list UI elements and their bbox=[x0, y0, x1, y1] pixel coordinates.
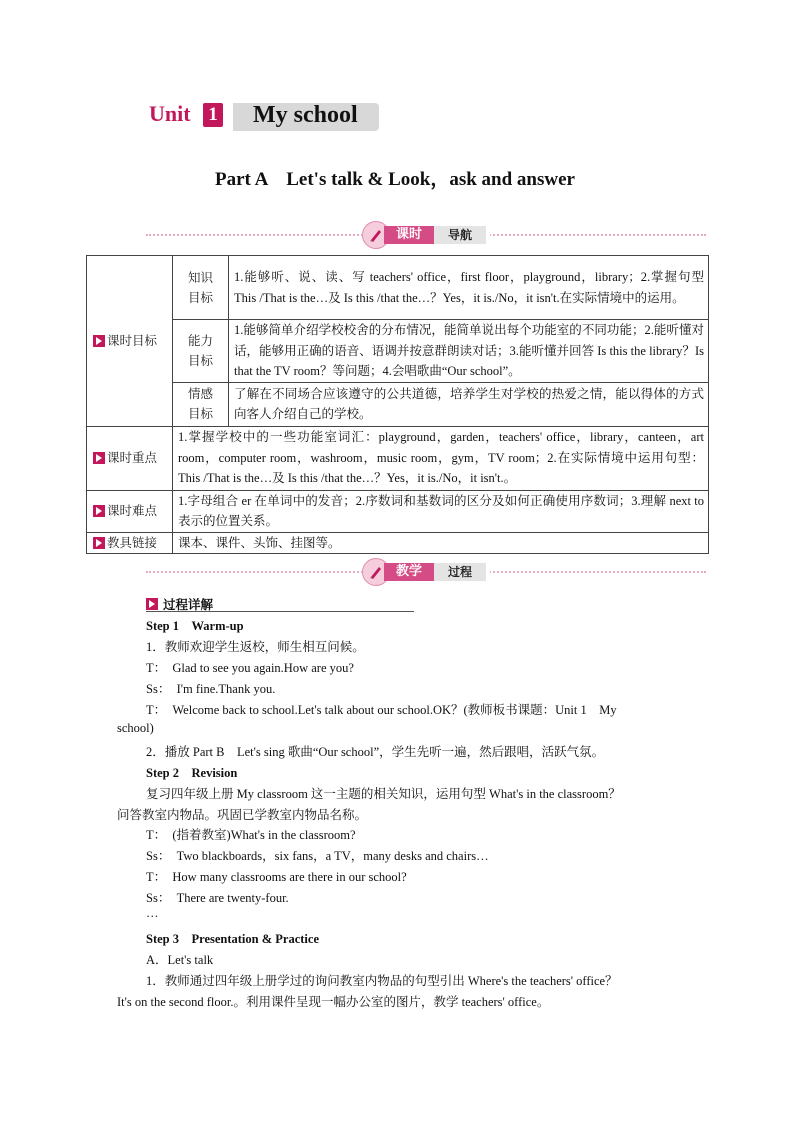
tools-header-cell: 教具链接 bbox=[87, 532, 173, 554]
text-line: 问答教室内物品。巩固已学教室内物品名称。 bbox=[117, 808, 368, 822]
dialogue-line: Ss： Two blackboards，six fans，a TV，many desks and chairs… bbox=[146, 849, 489, 863]
text-line: It's on the second floor.。利用课件呈现一幅办公室的图片，教学 teachers' office。 bbox=[117, 995, 550, 1009]
step-heading: Step 2 Revision bbox=[146, 766, 238, 780]
objectives-table bbox=[86, 255, 709, 554]
divider-grey-label: 过程 bbox=[434, 563, 486, 581]
dialogue-line: T： How many classrooms are there in our school? bbox=[146, 870, 407, 884]
goal-header-cell: 课时目标 bbox=[87, 256, 173, 427]
divider-pink-label: 教学 bbox=[384, 563, 434, 581]
unit-banner bbox=[147, 101, 379, 131]
emotion-text: 了解在不同场合应该遵守的公共道德，培养学生对学校的热爱之情，能以得体的方式向客人介绍自己的学校。 bbox=[229, 382, 709, 426]
text-line: 2．播放 Part B Let's sing 歌曲“Our school”，学生先听一遍，然后跟唱，活跃气氛。 bbox=[146, 745, 605, 759]
arrow-icon bbox=[93, 335, 105, 347]
difficult-text: 1.字母组合 er 在单词中的发音；2.序数词和基数词的区分及如何正确使用序数词；3.理解 next to 表示的位置关系。 bbox=[173, 490, 709, 532]
arrow-icon bbox=[93, 537, 105, 549]
knowledge-label: 知识 目标 bbox=[173, 256, 229, 320]
arrow-icon bbox=[93, 452, 105, 464]
dialogue-line: T： (指着教室)What's in the classroom? bbox=[146, 828, 356, 842]
arrow-icon bbox=[93, 505, 105, 517]
tools-text: 课本、课件、头饰、挂图等。 bbox=[173, 532, 709, 554]
emotion-label: 情感 目标 bbox=[173, 382, 229, 426]
unit-number: 1 bbox=[203, 103, 223, 127]
step-heading: Step 3 Presentation & Practice bbox=[146, 932, 319, 946]
text-line: school) bbox=[117, 721, 154, 735]
divider-pink-label: 课时 bbox=[384, 226, 434, 244]
key-header-cell: 课时重点 bbox=[87, 426, 173, 490]
divider-grey-label: 导航 bbox=[434, 226, 486, 244]
dialogue-line: T： Glad to see you again.How are you? bbox=[146, 661, 354, 675]
difficult-header-cell: 课时难点 bbox=[87, 490, 173, 532]
dialogue-line: Ss： There are twenty-four. bbox=[146, 891, 289, 905]
section-divider-navigation bbox=[146, 224, 706, 246]
key-text: 1.掌握学校中的一些功能室词汇：playground，garden，teachers' office，library，canteen，art room，computer room，washroom，music room，gym，TV room；2.在实际情境中运用句型：This /That is the…及 Is this /that the…？Yes，it is./No，it isn't.。 bbox=[173, 426, 709, 490]
dialogue-line: T： Welcome back to school.Let's talk about our school.OK？(教师板书课题：Unit 1 My bbox=[146, 703, 617, 717]
section-divider-process bbox=[146, 561, 706, 583]
dialogue-line: Ss： I'm fine.Thank you. bbox=[146, 682, 276, 696]
text-line: 1．教师欢迎学生返校，师生相互问候。 bbox=[146, 640, 365, 654]
ability-label: 能力 目标 bbox=[173, 320, 229, 383]
text-line: 复习四年级上册 My classroom 这一主题的相关知识，运用句型 What's in the classroom？ bbox=[146, 787, 621, 801]
unit-title: My school bbox=[253, 102, 358, 128]
knowledge-text: 1.能够听、说、读、写 teachers' office，first floor，playground，library；2.掌握句型 This /That is the…及 Is this /that the…？Yes，it is./No，it isn't.在实际情境中的运用。 bbox=[229, 256, 709, 320]
step-heading: Step 1 Warm-up bbox=[146, 619, 244, 633]
ability-text: 1.能够简单介绍学校校舍的分布情况，能简单说出每个功能室的不同功能；2.能听懂对话，能够用正确的语音、语调并按意群朗读对话；3.能听懂并回答 Is this the library？Is that the TV room？等问题；4.会唱歌曲“Our school”。 bbox=[229, 320, 709, 383]
arrow-icon bbox=[146, 598, 158, 610]
process-label: 过程详解 bbox=[146, 595, 414, 612]
unit-word: Unit bbox=[149, 101, 191, 126]
ellipsis-line: … bbox=[146, 906, 159, 920]
text-line: 1．教师通过四年级上册学过的询问教室内物品的句型引出 Where's the teachers' office？ bbox=[146, 974, 618, 988]
part-title: Part A Let's talk & Look，ask and answer bbox=[215, 169, 575, 190]
text-line: A．Let's talk bbox=[146, 953, 214, 967]
